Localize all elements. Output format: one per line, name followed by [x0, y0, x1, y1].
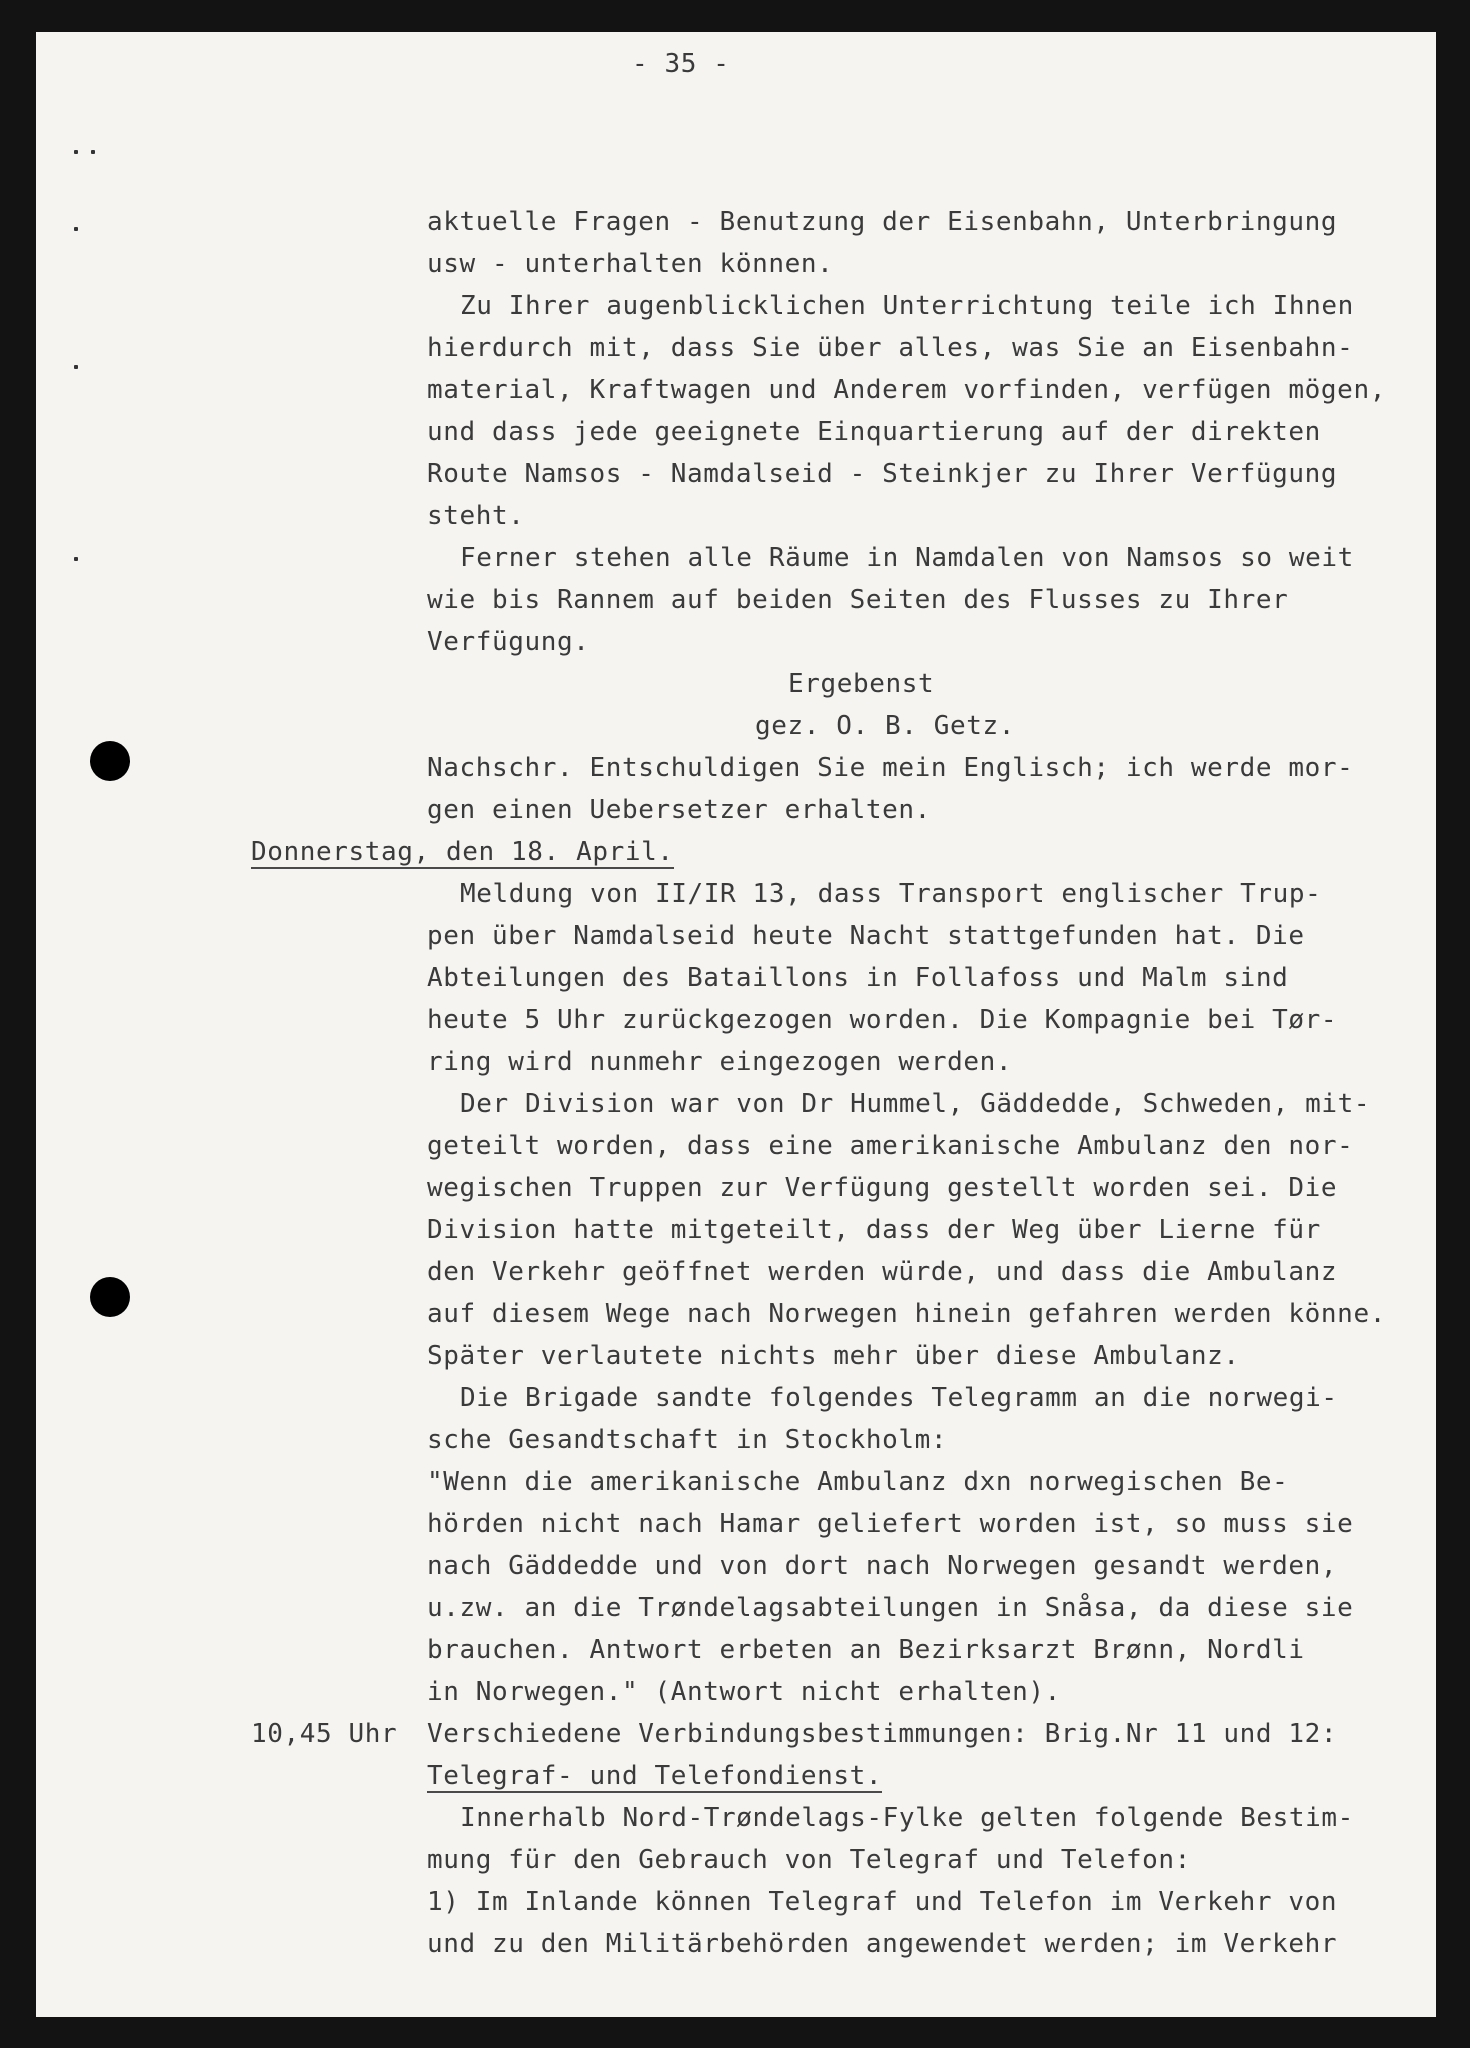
margin-mark	[74, 227, 78, 231]
quote-line: u.zw. an die Trøndelagsabteilungen in Snåsa, da diese sie	[427, 1593, 1354, 1623]
margin-mark	[91, 150, 95, 154]
text-line: usw - unterhalten können.	[427, 249, 834, 279]
text-line: gen einen Uebersetzer erhalten.	[427, 795, 931, 825]
quote-line: "Wenn die amerikanische Ambulanz dxn norwegischen Be-	[427, 1467, 1289, 1497]
section-heading: Telegraf- und Telefondienst.	[427, 1761, 883, 1791]
text-line: sche Gesandtschaft in Stockholm:	[427, 1425, 948, 1455]
quote-line: nach Gäddedde und von dort nach Norwegen gesandt werden,	[427, 1551, 1338, 1581]
time-marker: 10,45 Uhr	[251, 1719, 398, 1749]
text-line: wegischen Truppen zur Verfügung gestellt worden sei. Die	[427, 1173, 1338, 1203]
text-line: wie bis Rannem auf beiden Seiten des Flusses zu Ihrer	[427, 585, 1289, 615]
text-line: Route Namsos - Namdalseid - Steinkjer zu Ihrer Verfügung	[427, 459, 1338, 489]
text-line: pen über Namdalseid heute Nacht stattgefunden hat. Die	[427, 921, 1305, 951]
text-line: Innerhalb Nord-Trøndelags-Fylke gelten folgende Bestim-	[460, 1803, 1354, 1833]
text-line: Später verlautete nichts mehr über diese Ambulanz.	[427, 1341, 1240, 1371]
text-line: heute 5 Uhr zurückgezogen worden. Die Kompagnie bei Tør-	[427, 1005, 1338, 1035]
quote-line: hörden nicht nach Hamar geliefert worden ist, so muss sie	[427, 1509, 1354, 1539]
quote-line: brauchen. Antwort erbeten an Bezirksarzt Brønn, Nordli	[427, 1635, 1305, 1665]
text-line: hierdurch mit, dass Sie über alles, was Sie an Eisenbahn-	[427, 333, 1354, 363]
date-heading: Donnerstag, den 18. April.	[251, 837, 674, 867]
text-line: Ferner stehen alle Räume in Namdalen von Namsos so weit	[460, 543, 1354, 573]
margin-mark	[74, 150, 78, 154]
text-line: und zu den Militärbehörden angewendet werden; im Verkehr	[427, 1929, 1338, 1959]
text-line: Verfügung.	[427, 627, 590, 657]
page-number: - 35 -	[632, 49, 730, 79]
text-line: mung für den Gebrauch von Telegraf und Telefon:	[427, 1845, 1191, 1875]
text-line: steht.	[427, 501, 525, 531]
margin-mark	[74, 365, 78, 369]
quote-line: in Norwegen." (Antwort nicht erhalten).	[427, 1677, 1061, 1707]
text-line: und dass jede geeignete Einquartierung auf der direkten	[427, 417, 1321, 447]
text-line: Meldung von II/IR 13, dass Transport englischer Trup-	[460, 879, 1322, 909]
text-line: Die Brigade sandte folgendes Telegramm an die norwegi-	[460, 1383, 1338, 1413]
text-line: den Verkehr geöffnet werden würde, und dass die Ambulanz	[427, 1257, 1338, 1287]
document-page	[36, 32, 1436, 2017]
text-line: 1) Im Inlande können Telegraf und Telefon im Verkehr von	[427, 1887, 1338, 1917]
text-line: aktuelle Fragen - Benutzung der Eisenbahn, Unterbringung	[427, 207, 1338, 237]
text-line: Verschiedene Verbindungsbestimmungen: Brig.Nr 11 und 12:	[427, 1719, 1338, 1749]
signature-line: gez. O. B. Getz.	[755, 711, 1016, 741]
closing: Ergebenst	[788, 669, 935, 699]
text-line: Der Division war von Dr Hummel, Gäddedde, Schweden, mit-	[460, 1089, 1371, 1119]
text-line: auf diesem Wege nach Norwegen hinein gefahren werden könne.	[427, 1299, 1386, 1329]
text-line: Zu Ihrer augenblicklichen Unterrichtung teile ich Ihnen	[460, 291, 1354, 321]
text-line: Abteilungen des Bataillons in Follafoss und Malm sind	[427, 963, 1289, 993]
margin-mark	[74, 557, 78, 561]
text-line: Division hatte mitgeteilt, dass der Weg über Lierne für	[427, 1215, 1321, 1245]
text-line: Nachschr. Entschuldigen Sie mein Englisch; ich werde mor-	[427, 753, 1354, 783]
punch-hole	[90, 741, 130, 781]
text-line: ring wird nunmehr eingezogen werden.	[427, 1047, 1013, 1077]
text-line: geteilt worden, dass eine amerikanische Ambulanz den nor-	[427, 1131, 1354, 1161]
text-line: material, Kraftwagen und Anderem vorfinden, verfügen mögen,	[427, 375, 1386, 405]
punch-hole	[90, 1277, 130, 1317]
